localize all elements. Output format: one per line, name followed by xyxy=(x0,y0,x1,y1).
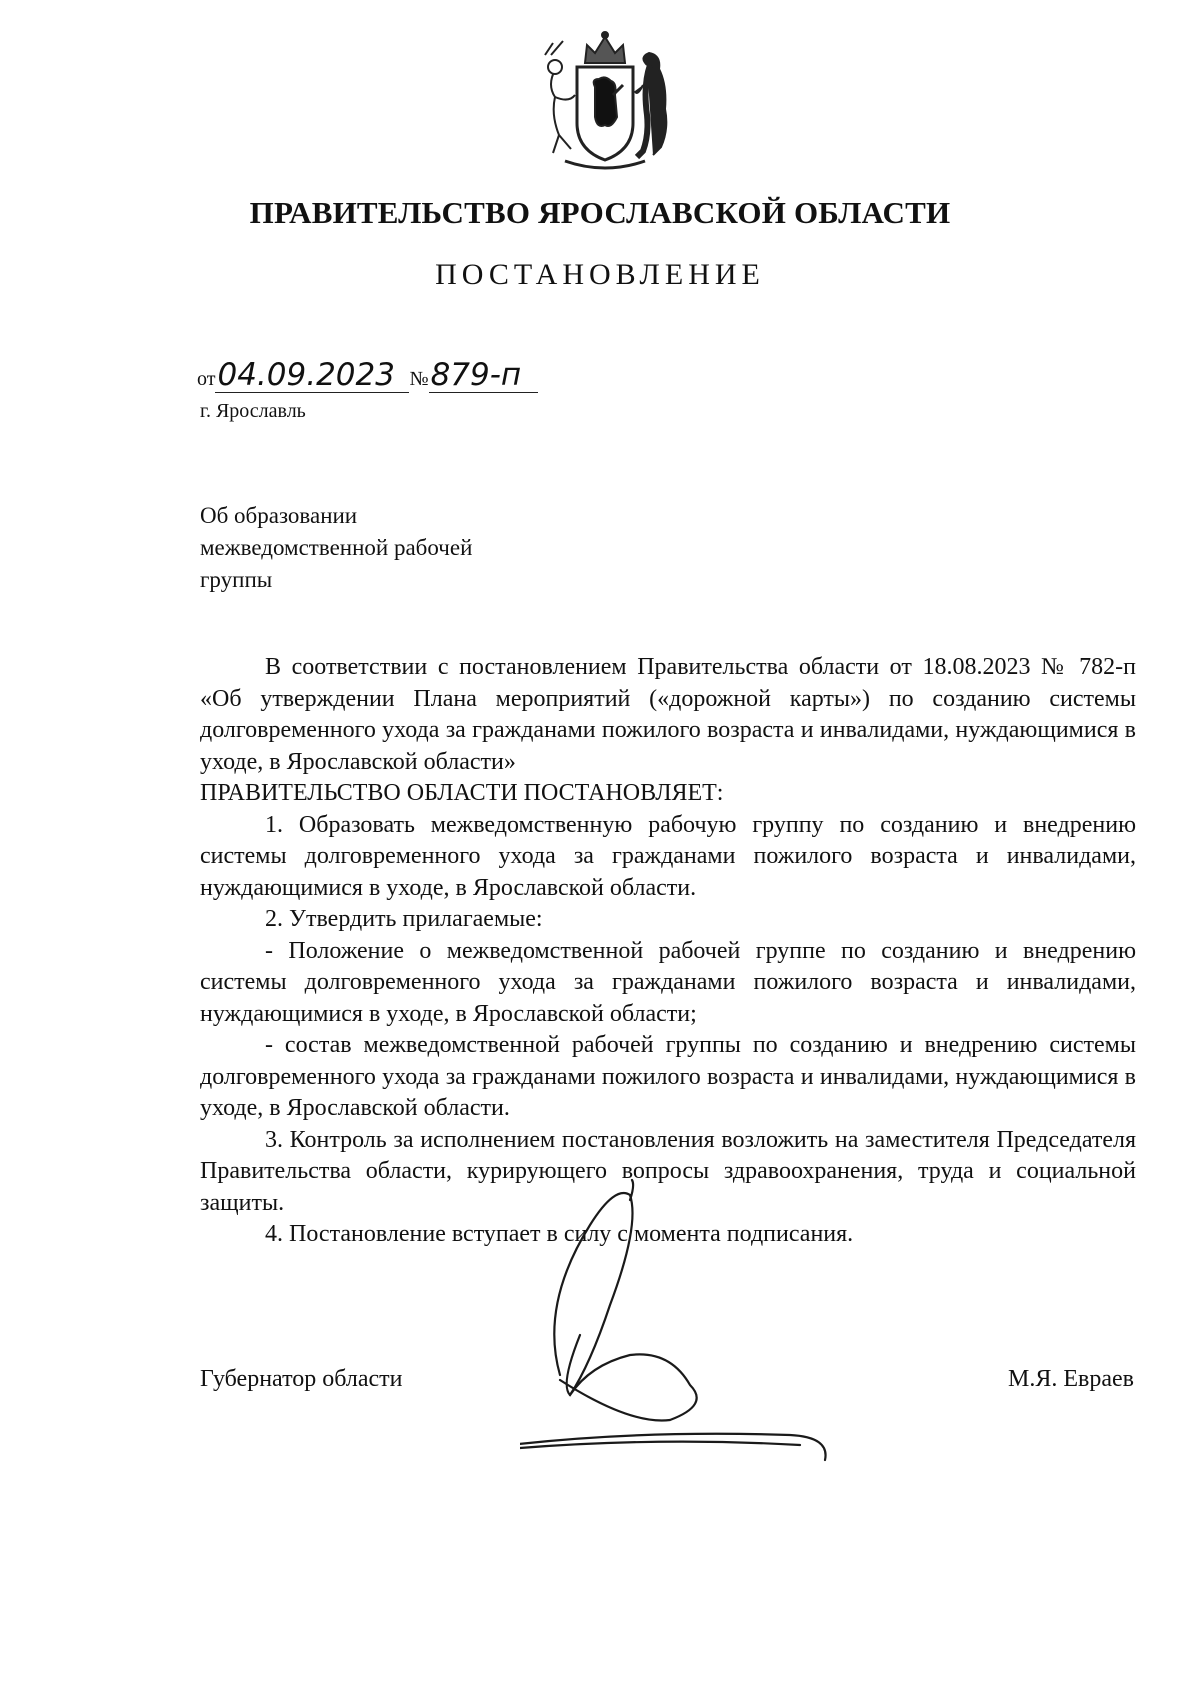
item-2b: - состав межведомственной рабочей группы по созданию и внедрению системы долговременного ухода за гражданами пожилого возраста и инвалидами, нуждающимися в уходе, в Ярославской области. xyxy=(200,1032,1136,1121)
item-2a: - Положение о межведомственной рабочей группе по созданию и внедрению системы долговременного ухода за гражданами пожилого возраста и инвалидами, нуждающимися в уходе, в Ярославской области; xyxy=(200,937,1136,1027)
item-1: 1. Образовать межведомственную рабочую группу по созданию и внедрению системы долговременного ухода за гражданами пожилого возраста и инвалидами, нуждающимися в уходе, в Ярославской области. xyxy=(200,811,1136,901)
item-4: 4. Постановление вступает в силу с момента подписания. xyxy=(265,1221,854,1247)
subject-line: группы xyxy=(200,567,273,592)
item-2: 2. Утвердить прилагаемые: xyxy=(265,906,543,932)
number-label: № xyxy=(409,368,429,390)
subject-line: Об образовании xyxy=(200,503,358,528)
signatory-title: Губернатор области xyxy=(200,1366,403,1392)
government-title: ПРАВИТЕЛЬСТВО ЯРОСЛАВСКОЙ ОБЛАСТИ xyxy=(249,195,951,230)
date-number-line xyxy=(197,358,538,393)
subject-heading xyxy=(200,500,620,596)
document-date: 04.09.2023 xyxy=(215,358,409,393)
preamble-paragraph: В соответствии с постановлением Правительства области от 18.08.2023 № 782-п «Об утверждении Плана мероприятий («дорожной карты») по созданию системы долговременного ухода за гражданами пожилого возраста и инвалидами, нуждающимися в уходе, в Ярославской области» xyxy=(200,654,1136,775)
document-number: 879-п xyxy=(429,358,538,393)
item-3: 3. Контроль за исполнением постановления возложить на заместителя Председателя Правительства области, курирующего вопросы здравоохранения, труда и социальной защиты. xyxy=(200,1126,1136,1216)
city: г. Ярославль xyxy=(200,400,306,422)
signatory-name: М.Я. Евраев xyxy=(1008,1366,1134,1392)
from-label: от xyxy=(197,368,216,390)
subject-line: межведомственной рабочей xyxy=(200,535,473,560)
document-type: ПОСТАНОВЛЕНИЕ xyxy=(435,258,765,291)
resolves-line: ПРАВИТЕЛЬСТВО ОБЛАСТИ ПОСТАНОВЛЯЕТ: xyxy=(200,780,724,806)
coat-of-arms-icon xyxy=(525,25,685,175)
handwritten-signature-icon xyxy=(520,1155,900,1515)
